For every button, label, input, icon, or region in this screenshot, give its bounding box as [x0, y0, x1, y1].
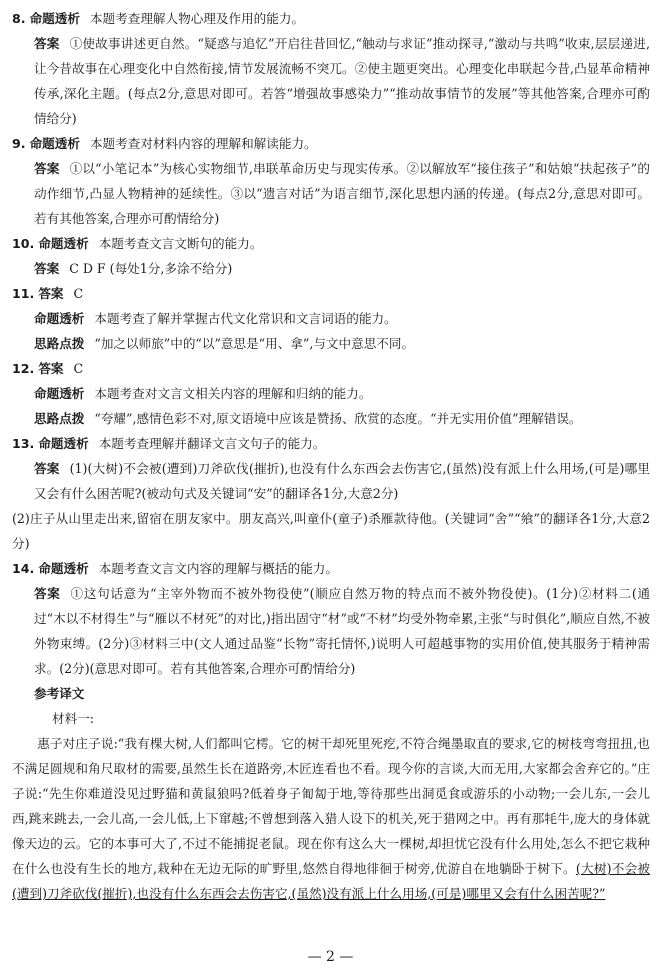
hint-label: 思路点拨	[34, 411, 85, 426]
question-number: 13.	[12, 436, 35, 451]
hint-label: 思路点拨	[34, 336, 85, 351]
analysis-text: 本题考查理解并翻译文言文句子的能力。	[98, 436, 326, 451]
analysis-label: 命题透析	[29, 136, 80, 151]
q11-analysis	[12, 306, 650, 331]
answer-text: C	[73, 361, 84, 376]
question-number: 10.	[12, 236, 35, 251]
analysis-label: 命题透析	[38, 436, 89, 451]
q8-answer	[12, 31, 650, 131]
answer-label: 答案	[38, 361, 64, 376]
answer-label: 答案	[34, 36, 60, 51]
analysis-text: 本题考查理解人物心理及作用的能力。	[89, 11, 305, 26]
analysis-label: 命题透析	[29, 11, 80, 26]
q10-answer	[12, 256, 650, 281]
q9-answer	[12, 156, 650, 231]
q12-answer	[12, 356, 650, 381]
question-number: 9.	[12, 136, 26, 151]
answer-text: C D F (每处1分,多涂不给分)	[69, 261, 233, 276]
question-number: 8.	[12, 11, 26, 26]
q11-answer	[12, 281, 650, 306]
answer-text: (2)庄子从山里走出来,留宿在朋友家中。朋友高兴,叫童仆(童子)杀雁款待他。(关键词“舍”“飨”的翻译各1分,大意2分)	[12, 511, 650, 551]
answer-label: 答案	[34, 461, 60, 476]
document-body	[12, 6, 650, 906]
q14-answer	[12, 581, 650, 681]
analysis-label: 命题透析	[38, 561, 89, 576]
translation-heading: 参考译文	[34, 686, 85, 701]
hint-text: “加之以师旅”中的“以”意思是“用、拿”,与文中意思不同。	[94, 336, 415, 351]
question-number: 11.	[12, 286, 35, 301]
q12-hint	[12, 406, 650, 431]
page-number: — 2 —	[307, 949, 354, 965]
q8-analysis	[12, 6, 650, 31]
answer-label: 答案	[38, 286, 64, 301]
answer-text: ①这句话意为“主宰外物而不被外物役使”(顺应自然万物的特点而不被外物役使)。(1分)②材料二(通过“木以不材得生”与“雁以不材死”的对比,)指出固守“材”或“不材”均受外物牵累,主张“与时俱化”,顺应自然,不被外物束缚。(2分)③材料三中(文人通过品鉴“长物”寄托情怀,)说明人可超越事物的实用价值,使其服务于精神需求。(2分)(意思对即可。若有其他答案,合理亦可酌情给分)	[34, 586, 651, 676]
q11-hint	[12, 331, 650, 356]
analysis-label: 命题透析	[38, 236, 89, 251]
hint-text: “夸耀”,感情色彩不对,原文语境中应该是赞扬、欣赏的态度。“并无实用价值”理解错误。	[94, 411, 582, 426]
answer-text: C	[73, 286, 84, 301]
answer-label: 答案	[34, 261, 60, 276]
translation-text: 惠子对庄子说:“我有棵大树,人们都叫它樗。它的树干却死里死疙,不符合绳墨取直的要求,它的树枝弯弯扭扭,也不满足圆规和角尺取材的需要,虽然生长在道路旁,木匠连看也不看。现今你的言谈,大而无用,大家都会舍弃它的。”庄子说:“先生你难道没见过野猫和黄鼠狼吗?低着身子匍匐于地,等待那些出洞觅食或游乐的小动物;一会儿东,一会儿西,跳来跳去,一会儿高,一会儿低,上下窜越;不曾想到落入猎人设下的机关,死于猎网之中。再有那牦牛,庞大的身体就像天边的云。它的本事可大了,不过不能捕捉老鼠。现在你有这么大一棵树,却担忧它没有什么用处,怎么不把它栽种在什么也没有生长的地方,栽种在无边无际的旷野里,悠然自得地徘徊于树旁,优游自在地躺卧于树下。	[12, 736, 650, 876]
answer-label: 答案	[34, 586, 61, 601]
q10-analysis	[12, 231, 650, 256]
translation-paragraph	[12, 731, 650, 906]
analysis-text: 本题考查了解并掌握古代文化常识和文言词语的能力。	[94, 311, 397, 326]
answer-text: (1)(大树)不会被(遭到)刀斧砍伐(摧折),也没有什么东西会去伤害它,(虽然)没有派上什么用场,(可是)哪里又会有什么困苦呢?(被动句式及关键词“安”的翻译各1分,大意2分)	[34, 461, 651, 501]
analysis-text: 本题考查对文言文相关内容的理解和归纳的能力。	[94, 386, 372, 401]
q9-analysis	[12, 131, 650, 156]
question-number: 12.	[12, 361, 35, 376]
translation-underlined-text: (大树)不会被(遭到)刀斧砍伐(摧折),也没有什么东西会去伤害它,(虽然)没有派上什么用场,(可是)哪里又会有什么困苦呢?”	[12, 861, 650, 901]
analysis-text: 本题考查文言文断句的能力。	[98, 236, 263, 251]
analysis-label: 命题透析	[34, 311, 85, 326]
material-one-label	[12, 706, 650, 731]
answer-text: ①以“小笔记本”为核心实物细节,串联革命历史与现实传承。②以解放军“接住孩子”和姑娘“扶起孩子”的动作细节,凸显人物精神的延续性。③以“遗言对话”为语言细节,深化思想内涵的传递。(每点2分,意思对即可。若有其他答案,合理亦可酌情给分)	[34, 161, 650, 226]
analysis-label: 命题透析	[34, 386, 85, 401]
question-number: 14.	[12, 561, 35, 576]
material-label: 材料一:	[52, 711, 95, 726]
q14-analysis	[12, 556, 650, 581]
translation-title	[12, 681, 650, 706]
answer-label: 答案	[34, 161, 60, 176]
analysis-text: 本题考查文言文内容的理解与概括的能力。	[98, 561, 338, 576]
q13-answer-1	[12, 456, 650, 506]
analysis-text: 本题考查对材料内容的理解和解读能力。	[89, 136, 317, 151]
q12-analysis	[12, 381, 650, 406]
answer-text: ①使故事讲述更自然。“疑惑与追忆”开启往昔回忆,“触动与求证”推动探寻,“激动与共鸣”收束,层层递进,让今昔故事在心理变化中自然衔接,情节发展流畅不突兀。②使主题更突出。心理变化串联起今昔,凸显革命精神传承,深化主题。(每点2分,意思对即可。若答“增强故事感染力”“推动故事情节的发展”等其他答案,合理亦可酌情给分)	[34, 36, 651, 126]
q13-analysis	[12, 431, 650, 456]
q13-answer-2	[12, 506, 650, 556]
